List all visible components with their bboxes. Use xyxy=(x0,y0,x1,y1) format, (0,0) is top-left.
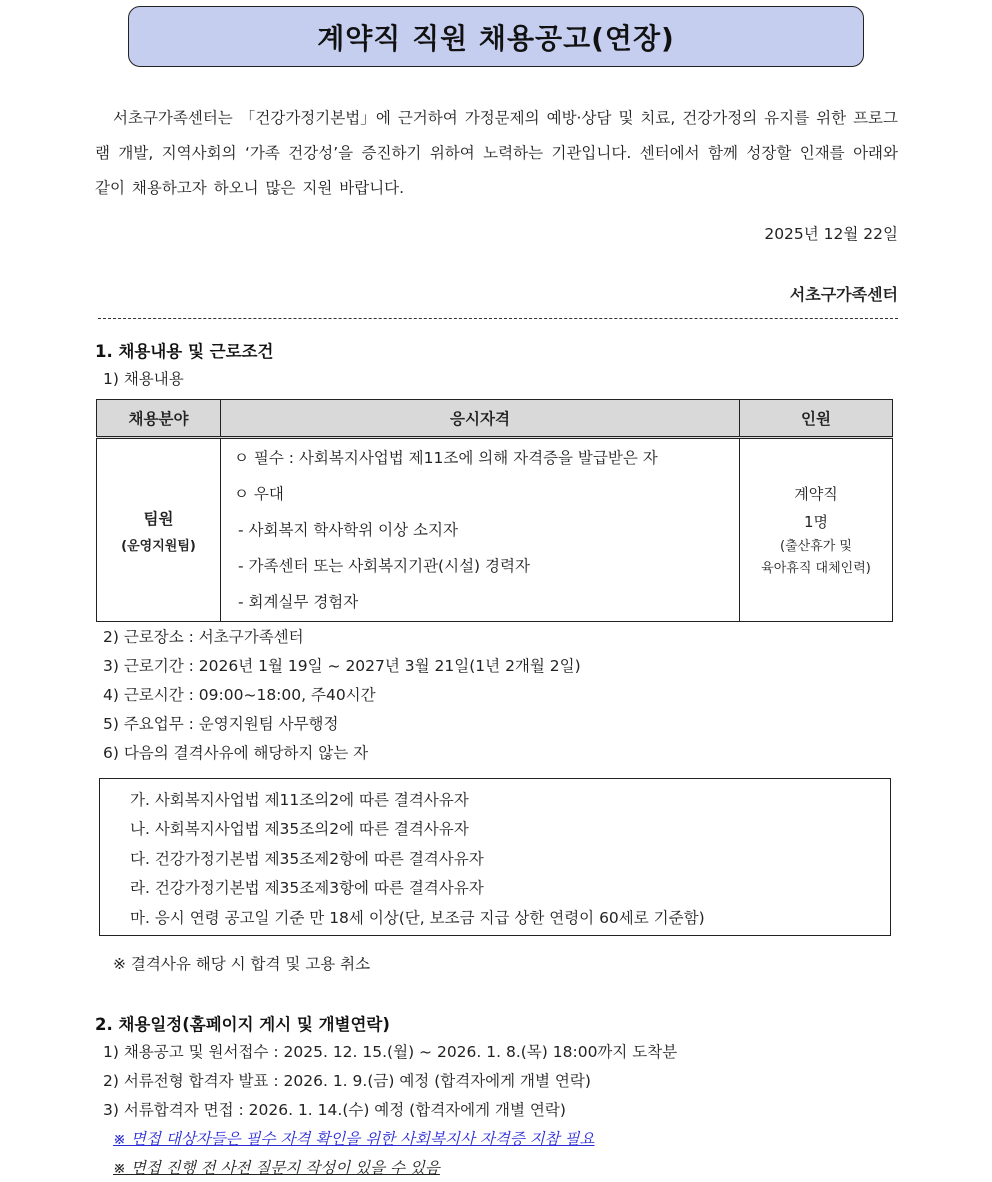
disqualification-item: 다. 건강가정기본법 제35조제2항에 따른 결격사유자 xyxy=(130,849,484,868)
organization-name: 서초구가족센터 xyxy=(789,285,898,304)
header-count: 인원 xyxy=(740,400,893,438)
interview-note-certificate: ※ 면접 대상자들은 필수 자격 확인을 위한 사회복지사 자격증 지참 필요 xyxy=(113,1130,595,1148)
interview-note-questionnaire: ※ 면접 진행 전 사전 질문지 작성이 있을 수 있음 xyxy=(113,1159,440,1177)
disqualification-note: ※ 결격사유 해당 시 합격 및 고용 취소 xyxy=(113,955,371,973)
section1-subtitle: 1) 채용내용 xyxy=(103,370,184,388)
intro-paragraph: 서초구가족센터는 「건강가정기본법」에 근거하여 가정문제의 예방·상담 및 치료, 건강가정의 유지를 위한 프로그램 개발, 지역사회의 ‘가족 건강성’을 증진하기 위하여 노력하는 기관입니다. 센터에서 함께 성장할 인재를 아래와 같이 채용하고자 하오니 많은 지원 바랍니다. xyxy=(95,109,898,197)
disqualification-item: 라. 건강가정기본법 제35조제3항에 따른 결격사유자 xyxy=(130,879,484,898)
section1-title: 1. 채용내용 및 근로조건 xyxy=(95,342,274,361)
recruitment-table xyxy=(96,399,893,622)
qualification-item: - 사회복지 학사학위 이상 소지자 xyxy=(238,521,458,539)
qualification-item: - 가족센터 또는 사회복지기관(시설) 경력자 xyxy=(238,557,530,575)
schedule-item: 2) 서류전형 합격자 발표 : 2026. 1. 9.(금) 예정 (합격자에게 개별 연락) xyxy=(103,1072,591,1090)
disqualification-item: 가. 사회복지사업법 제11조의2에 따른 결격사유자 xyxy=(130,791,469,809)
table-header-row xyxy=(97,400,893,438)
disqualification-item: 나. 사회복지사업법 제35조의2에 따른 결격사유자 xyxy=(130,820,469,839)
page-title: 계약직 직원 채용공고(연장) xyxy=(128,6,864,67)
field-team: (운영지원팀) xyxy=(121,538,196,554)
schedule-item: 3) 서류합격자 면접 : 2026. 1. 14.(수) 예정 (합격자에게 개별 연락) xyxy=(103,1101,566,1119)
section2-title: 2. 채용일정(홈페이지 게시 및 개별연락) xyxy=(95,1015,390,1034)
announcement-date: 2025년 12월 22일 xyxy=(764,225,898,243)
header-field: 채용분야 xyxy=(97,400,221,438)
disqualification-box xyxy=(99,778,891,936)
condition-disqualification: 6) 다음의 결격사유에 해당하지 않는 자 xyxy=(103,744,369,762)
field-cell xyxy=(97,438,221,622)
schedule-item: 1) 채용공고 및 원서접수 : 2025. 12. 15.(월) ~ 2026. 1. 8.(목) 18:00까지 도착분 xyxy=(103,1043,678,1061)
table-row xyxy=(97,438,893,622)
count-note: (출산휴가 및 xyxy=(780,539,852,554)
qualification-preferred: ㅇ 우대 xyxy=(234,485,284,503)
condition-period: 3) 근로기간 : 2026년 1월 19일 ~ 2027년 3월 21일(1년 2개월 2일) xyxy=(103,657,581,675)
condition-hours: 4) 근로시간 : 09:00~18:00, 주40시간 xyxy=(103,686,376,704)
condition-duties: 5) 주요업무 : 운영지원팀 사무행정 xyxy=(103,715,339,733)
headcount: 1명 xyxy=(803,513,829,531)
divider xyxy=(98,318,898,319)
header-qualifications: 응시자격 xyxy=(221,400,740,438)
employment-type: 계약직 xyxy=(794,485,838,503)
count-note: 육아휴직 대체인력) xyxy=(761,561,871,576)
qualification-item: - 회계실무 경험자 xyxy=(238,593,359,611)
qualifications-cell xyxy=(221,438,740,622)
count-cell xyxy=(740,438,893,622)
disqualification-item: 마. 응시 연령 공고일 기준 만 18세 이상(단, 보조금 지급 상한 연령이 60세로 기준함) xyxy=(130,908,705,927)
condition-workplace: 2) 근로장소 : 서초구가족센터 xyxy=(103,628,304,646)
field-name: 팀원 xyxy=(143,509,174,528)
qualification-required: ㅇ 필수 : 사회복지사업법 제11조에 의해 자격증을 발급받은 자 xyxy=(234,449,658,467)
